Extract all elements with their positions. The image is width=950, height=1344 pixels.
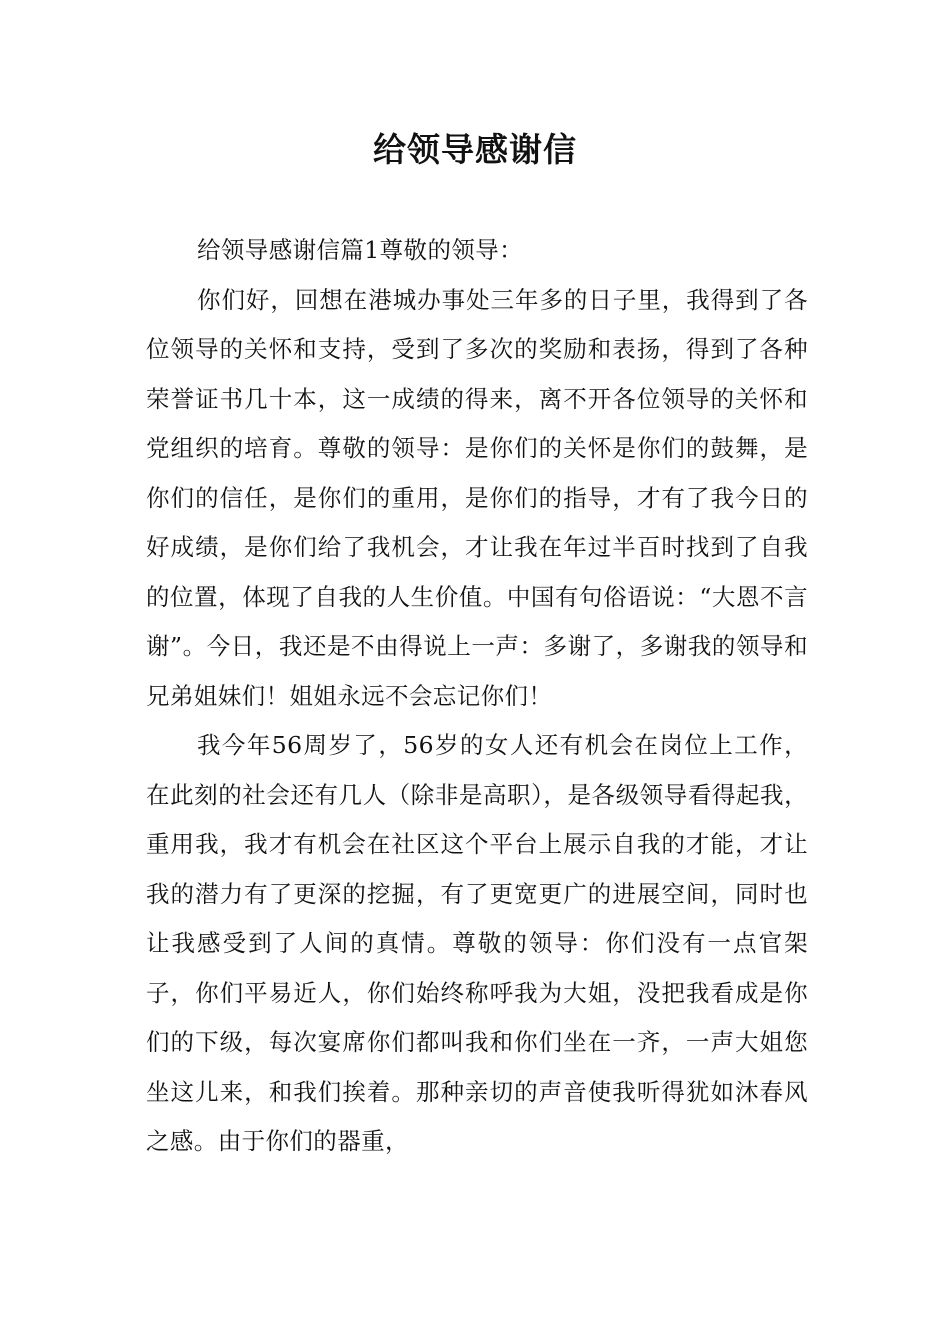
paragraph-greeting: 给领导感谢信篇1尊敬的领导： xyxy=(197,236,524,264)
paragraph-1: 你们好，回想在港城办事处三年多的日子里，我得到了各位领导的关怀和支持，受到了多次的奖励和表扬，得到了各种荣誉证书几十本，这一成绩的得来，离不开各位领导的关怀和党组织的培育。尊敬的领导：是你们的关怀是你们的鼓舞，是你们的信任，是你们的重用，是你们的指导，才有了我今日的好成绩，是你们给了我机会，才让我在年过半百时找到了自我的位置，体现了自我的人生价值。中国有句俗语说：“大恩不言谢”。今日，我还是不由得说上一声：多谢了，多谢我的领导和兄弟姐妹们！姐姐永远不会忘记你们！ xyxy=(146,285,808,710)
paragraph-2: 我今年56周岁了，56岁的女人还有机会在岗位上工作，在此刻的社会还有几人（除非是高职），是各级领导看得起我，重用我，我才有机会在社区这个平台上展示自我的才能，才让我的潜力有了更深的挖掘，有了更宽更广的进展空间，同时也让我感受到了人间的真情。尊敬的领导：你们没有一点官架子，你们平易近人，你们始终称呼我为大姐，没把我看成是你们的下级，每次宴席你们都叫我和你们坐在一齐，一声大姐您坐这儿来，和我们挨着。那种亲切的声音使我听得犹如沐春风之感。由于你们的器重， xyxy=(146,731,808,1155)
page-title: 给领导感谢信 xyxy=(373,130,577,169)
letter-body xyxy=(146,226,808,1167)
